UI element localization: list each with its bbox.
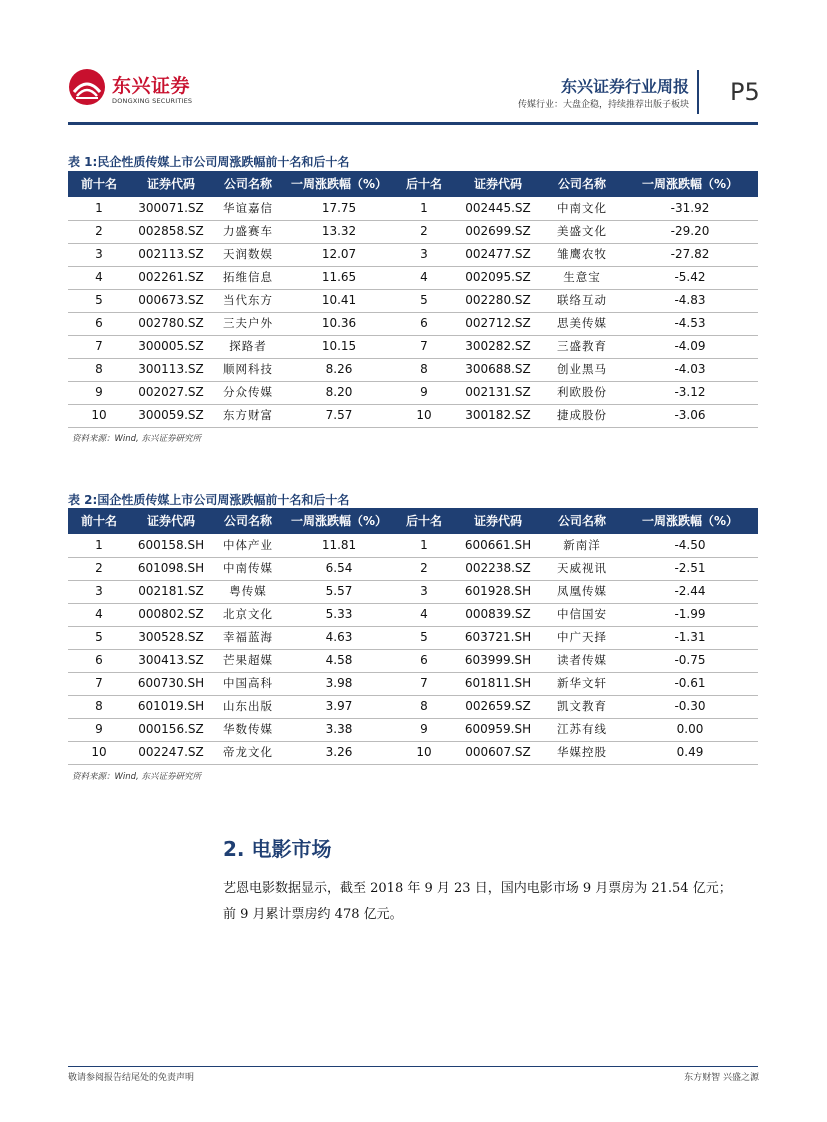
logo-text-en: DONGXING SECURITIES bbox=[112, 97, 193, 105]
table-cell: 000839.SZ bbox=[465, 607, 531, 621]
table-cell: 300413.SZ bbox=[138, 653, 204, 667]
table-row bbox=[68, 266, 758, 290]
table-cell: 10 bbox=[416, 745, 432, 759]
table-cell: 601811.SH bbox=[464, 676, 532, 690]
table-cell: 华数传媒 bbox=[223, 722, 273, 736]
table-cell: 002095.SZ bbox=[465, 270, 531, 284]
report-title: 东兴证券行业周报 bbox=[560, 77, 689, 96]
table-cell: 002027.SZ bbox=[138, 385, 204, 399]
table-cell: 创业黑马 bbox=[557, 362, 607, 376]
table-cell: 601928.SH bbox=[464, 584, 532, 598]
section-heading: 2. 电影市场 bbox=[223, 837, 332, 861]
table-cell: 8 bbox=[95, 699, 103, 713]
table-cell: 华谊嘉信 bbox=[223, 201, 273, 215]
table-cell: 10.41 bbox=[321, 293, 357, 307]
table-cell: 江苏有线 bbox=[557, 722, 607, 736]
table-cell: -1.99 bbox=[674, 607, 706, 621]
table-row bbox=[68, 404, 758, 428]
table-cell: 中南文化 bbox=[557, 201, 607, 215]
table-cell: 力盛赛车 bbox=[223, 224, 273, 238]
table-cell: 000673.SZ bbox=[138, 293, 204, 307]
table-cell: -2.51 bbox=[674, 561, 706, 575]
table1-header-cell: 前十名 bbox=[80, 177, 117, 191]
table-cell: 8.20 bbox=[325, 385, 353, 399]
table-cell: 8.26 bbox=[325, 362, 353, 376]
table-cell: 5 bbox=[420, 630, 428, 644]
table1-source: 资料来源：Wind, 东兴证券研究所 bbox=[72, 434, 201, 444]
table-cell: -0.75 bbox=[674, 653, 706, 667]
header-divider bbox=[697, 70, 699, 114]
table-cell: 002238.SZ bbox=[465, 561, 531, 575]
table-cell: 3 bbox=[95, 247, 103, 261]
table-cell: -29.20 bbox=[670, 224, 710, 238]
section-paragraph-line: 前 9 月累计票房约 478 亿元。 bbox=[223, 907, 403, 922]
table-cell: 002699.SZ bbox=[465, 224, 531, 238]
table-cell: 002247.SZ bbox=[138, 745, 204, 759]
table-cell: 10 bbox=[91, 745, 107, 759]
table2-header-cell: 后十名 bbox=[405, 514, 442, 528]
table-row bbox=[68, 626, 758, 650]
table-cell: 5.33 bbox=[325, 607, 353, 621]
table-cell: 603999.SH bbox=[464, 653, 532, 667]
company-logo bbox=[68, 68, 208, 114]
table-cell: 9 bbox=[95, 385, 103, 399]
logo-emblem-icon bbox=[68, 68, 106, 106]
table-cell: 3.26 bbox=[325, 745, 353, 759]
table2-header-cell: 证券代码 bbox=[473, 514, 522, 528]
table-cell: 思美传媒 bbox=[557, 316, 607, 330]
table-cell: 11.81 bbox=[321, 538, 357, 552]
table-row bbox=[68, 289, 758, 313]
table-cell: 300059.SZ bbox=[138, 408, 204, 422]
table-cell: 002131.SZ bbox=[465, 385, 531, 399]
table-cell: 6 bbox=[420, 653, 428, 667]
table-row bbox=[68, 695, 758, 719]
table-cell: 山东出版 bbox=[223, 699, 273, 713]
table-cell: 17.75 bbox=[321, 201, 357, 215]
table-cell: 2 bbox=[420, 561, 428, 575]
table-cell: 7 bbox=[420, 339, 428, 353]
table-cell: 10 bbox=[91, 408, 107, 422]
table2-header-cell: 公司名称 bbox=[557, 514, 606, 528]
table-cell: 3.97 bbox=[325, 699, 353, 713]
table-row bbox=[68, 335, 758, 359]
table1-header bbox=[68, 171, 758, 197]
table-cell: -31.92 bbox=[670, 201, 710, 215]
table1-header-cell: 一周涨跌幅（%） bbox=[290, 177, 388, 191]
table-cell: 顺网科技 bbox=[223, 362, 273, 376]
table-cell: 600959.SH bbox=[464, 722, 532, 736]
table1-header-cell: 公司名称 bbox=[557, 177, 606, 191]
table-cell: 3 bbox=[420, 247, 428, 261]
table-row bbox=[68, 197, 758, 221]
table-cell: 5.57 bbox=[325, 584, 353, 598]
table-cell: 3.38 bbox=[325, 722, 353, 736]
table-cell: 生意宝 bbox=[563, 270, 601, 284]
table-cell: 中信国安 bbox=[557, 607, 607, 621]
table-cell: 9 bbox=[420, 385, 428, 399]
table-cell: 4 bbox=[420, 270, 428, 284]
table1-header-cell: 证券代码 bbox=[146, 177, 195, 191]
table-cell: 中国高科 bbox=[223, 676, 273, 690]
table2-header-cell: 一周涨跌幅（%） bbox=[290, 514, 388, 528]
table-cell: 002113.SZ bbox=[138, 247, 204, 261]
table-cell: 000156.SZ bbox=[138, 722, 204, 736]
table-cell: 6 bbox=[95, 316, 103, 330]
table-cell: -4.09 bbox=[674, 339, 706, 353]
table-cell: 601019.SH bbox=[137, 699, 205, 713]
table-cell: 12.07 bbox=[321, 247, 357, 261]
footer-slogan: 东方财智 兴盛之源 bbox=[684, 1073, 759, 1083]
table-cell: 东方财富 bbox=[223, 408, 273, 422]
table-cell: 600158.SH bbox=[137, 538, 205, 552]
table-cell: 7 bbox=[95, 676, 103, 690]
header-rule bbox=[68, 122, 758, 125]
table-cell: 6 bbox=[95, 653, 103, 667]
table-cell: 1 bbox=[420, 201, 428, 215]
table-row bbox=[68, 557, 758, 581]
table-cell: 300282.SZ bbox=[465, 339, 531, 353]
table-cell: 新华文轩 bbox=[557, 676, 607, 690]
table-cell: -27.82 bbox=[670, 247, 710, 261]
table-row bbox=[68, 312, 758, 336]
table-cell: 天润数娱 bbox=[223, 247, 273, 261]
table-cell: 7 bbox=[420, 676, 428, 690]
table-cell: 9 bbox=[95, 722, 103, 736]
report-subtitle: 传媒行业：大盘企稳，持续推荐出版子板块 bbox=[517, 100, 689, 110]
table-cell: 分众传媒 bbox=[223, 385, 273, 399]
table-cell: 002280.SZ bbox=[465, 293, 531, 307]
footer-rule bbox=[68, 1066, 758, 1067]
table-cell: 13.32 bbox=[321, 224, 357, 238]
table-cell: 3.98 bbox=[325, 676, 353, 690]
table-cell: 芒果超媒 bbox=[223, 653, 273, 667]
table-cell: 002445.SZ bbox=[465, 201, 531, 215]
table-cell: 8 bbox=[420, 699, 428, 713]
table-cell: -0.30 bbox=[674, 699, 706, 713]
table1-title: 表 1:民企性质传媒上市公司周涨跌幅前十名和后十名 bbox=[68, 155, 350, 169]
table-cell: 6.54 bbox=[325, 561, 353, 575]
table-cell: 8 bbox=[420, 362, 428, 376]
table-cell: 读者传媒 bbox=[557, 653, 607, 667]
table-cell: 300005.SZ bbox=[138, 339, 204, 353]
table-cell: 粤传媒 bbox=[229, 584, 267, 598]
table2-header-cell: 一周涨跌幅（%） bbox=[641, 514, 739, 528]
table2-header-cell: 证券代码 bbox=[146, 514, 195, 528]
table-cell: 2 bbox=[95, 224, 103, 238]
table-row bbox=[68, 220, 758, 244]
table-cell: -3.12 bbox=[674, 385, 706, 399]
table-cell: 002477.SZ bbox=[465, 247, 531, 261]
table-cell: 中南传媒 bbox=[223, 561, 273, 575]
table-cell: 5 bbox=[420, 293, 428, 307]
table-cell: 300113.SZ bbox=[138, 362, 204, 376]
table-cell: 0.00 bbox=[676, 722, 704, 736]
table-cell: 002712.SZ bbox=[465, 316, 531, 330]
table-cell: 600730.SH bbox=[137, 676, 205, 690]
table2-source: 资料来源：Wind, 东兴证券研究所 bbox=[72, 772, 201, 782]
section-paragraph-line: 艺恩电影数据显示，截至 2018 年 9 月 23 日，国内电影市场 9 月票房为 21.54 亿元； bbox=[223, 881, 732, 896]
table-cell: 11.65 bbox=[321, 270, 357, 284]
table-cell: 3 bbox=[420, 584, 428, 598]
table-cell: 603721.SH bbox=[464, 630, 532, 644]
table1-header-cell: 证券代码 bbox=[473, 177, 522, 191]
table-cell: 6 bbox=[420, 316, 428, 330]
table-row bbox=[68, 243, 758, 267]
table2-header bbox=[68, 508, 758, 534]
table-cell: 帝龙文化 bbox=[223, 745, 273, 759]
table-cell: 北京文化 bbox=[223, 607, 273, 621]
table-cell: 1 bbox=[95, 201, 103, 215]
table-cell: 2 bbox=[420, 224, 428, 238]
table-cell: -4.03 bbox=[674, 362, 706, 376]
table-cell: 4 bbox=[95, 270, 103, 284]
table-cell: -1.31 bbox=[674, 630, 706, 644]
table-cell: 美盛文化 bbox=[557, 224, 607, 238]
table2-header-cell: 公司名称 bbox=[223, 514, 272, 528]
table-cell: -5.42 bbox=[674, 270, 706, 284]
table-cell: 600661.SH bbox=[464, 538, 532, 552]
table-cell: -0.61 bbox=[674, 676, 706, 690]
table1-header-cell: 一周涨跌幅（%） bbox=[641, 177, 739, 191]
table-cell: 中体产业 bbox=[223, 538, 273, 552]
table-row bbox=[68, 672, 758, 696]
table-cell: 10.36 bbox=[321, 316, 357, 330]
page-number: P5 bbox=[730, 78, 760, 106]
table-cell: 1 bbox=[420, 538, 428, 552]
table-cell: 4 bbox=[420, 607, 428, 621]
table-cell: 捷成股份 bbox=[557, 408, 607, 422]
table-cell: 探路者 bbox=[229, 339, 267, 353]
table-row bbox=[68, 534, 758, 558]
table-cell: 8 bbox=[95, 362, 103, 376]
table-row bbox=[68, 580, 758, 604]
table-cell: 新南洋 bbox=[563, 538, 601, 552]
table-row bbox=[68, 649, 758, 673]
table-cell: -4.53 bbox=[674, 316, 706, 330]
table-cell: 联络互动 bbox=[557, 293, 607, 307]
table-cell: 利欧股份 bbox=[557, 385, 607, 399]
table-cell: 幸福蓝海 bbox=[223, 630, 273, 644]
footer-disclaimer: 敬请参阅报告结尾处的免责声明 bbox=[68, 1073, 195, 1083]
table-cell: 拓维信息 bbox=[223, 270, 273, 284]
table-cell: 000607.SZ bbox=[465, 745, 531, 759]
table1-header-cell: 后十名 bbox=[405, 177, 442, 191]
table-cell: 300182.SZ bbox=[465, 408, 531, 422]
table-row bbox=[68, 358, 758, 382]
table-row bbox=[68, 603, 758, 627]
table-cell: -3.06 bbox=[674, 408, 706, 422]
table-cell: 凤凰传媒 bbox=[557, 584, 607, 598]
table-cell: 1 bbox=[95, 538, 103, 552]
table2-title: 表 2:国企性质传媒上市公司周涨跌幅前十名和后十名 bbox=[68, 493, 350, 507]
table-cell: 4.63 bbox=[325, 630, 353, 644]
table-cell: 10.15 bbox=[321, 339, 357, 353]
table-cell: 4.58 bbox=[325, 653, 353, 667]
table-cell: 002261.SZ bbox=[138, 270, 204, 284]
table-cell: 000802.SZ bbox=[138, 607, 204, 621]
logo-text-cn: 东兴证券 bbox=[112, 75, 191, 97]
table-cell: 10 bbox=[416, 408, 432, 422]
table-cell: 3 bbox=[95, 584, 103, 598]
table-row bbox=[68, 741, 758, 765]
table-cell: 0.49 bbox=[676, 745, 704, 759]
table-cell: 300688.SZ bbox=[465, 362, 531, 376]
table-cell: 2 bbox=[95, 561, 103, 575]
table-cell: 雏鹰农牧 bbox=[557, 247, 607, 261]
table-cell: 7.57 bbox=[325, 408, 353, 422]
table-cell: 002780.SZ bbox=[138, 316, 204, 330]
table-row bbox=[68, 718, 758, 742]
table-cell: 中广天择 bbox=[557, 630, 607, 644]
table1-header-cell: 公司名称 bbox=[223, 177, 272, 191]
table-cell: 601098.SH bbox=[137, 561, 205, 575]
table-cell: 5 bbox=[95, 630, 103, 644]
table-cell: -4.50 bbox=[674, 538, 706, 552]
table-cell: 4 bbox=[95, 607, 103, 621]
table-cell: -2.44 bbox=[674, 584, 706, 598]
table-cell: 当代东方 bbox=[223, 293, 273, 307]
table-cell: 华媒控股 bbox=[557, 745, 607, 759]
table-cell: 002181.SZ bbox=[138, 584, 204, 598]
table-cell: 天威视讯 bbox=[557, 561, 607, 575]
table-cell: 三夫户外 bbox=[223, 316, 273, 330]
table2-header-cell: 前十名 bbox=[80, 514, 117, 528]
table-cell: 三盛教育 bbox=[557, 339, 607, 353]
table-cell: 5 bbox=[95, 293, 103, 307]
table-cell: 002858.SZ bbox=[138, 224, 204, 238]
table-cell: 300528.SZ bbox=[138, 630, 204, 644]
table-row bbox=[68, 381, 758, 405]
table-cell: 9 bbox=[420, 722, 428, 736]
table-cell: 7 bbox=[95, 339, 103, 353]
table-cell: 300071.SZ bbox=[138, 201, 204, 215]
table-cell: -4.83 bbox=[674, 293, 706, 307]
table-cell: 002659.SZ bbox=[465, 699, 531, 713]
table-cell: 凯文教育 bbox=[557, 699, 607, 713]
